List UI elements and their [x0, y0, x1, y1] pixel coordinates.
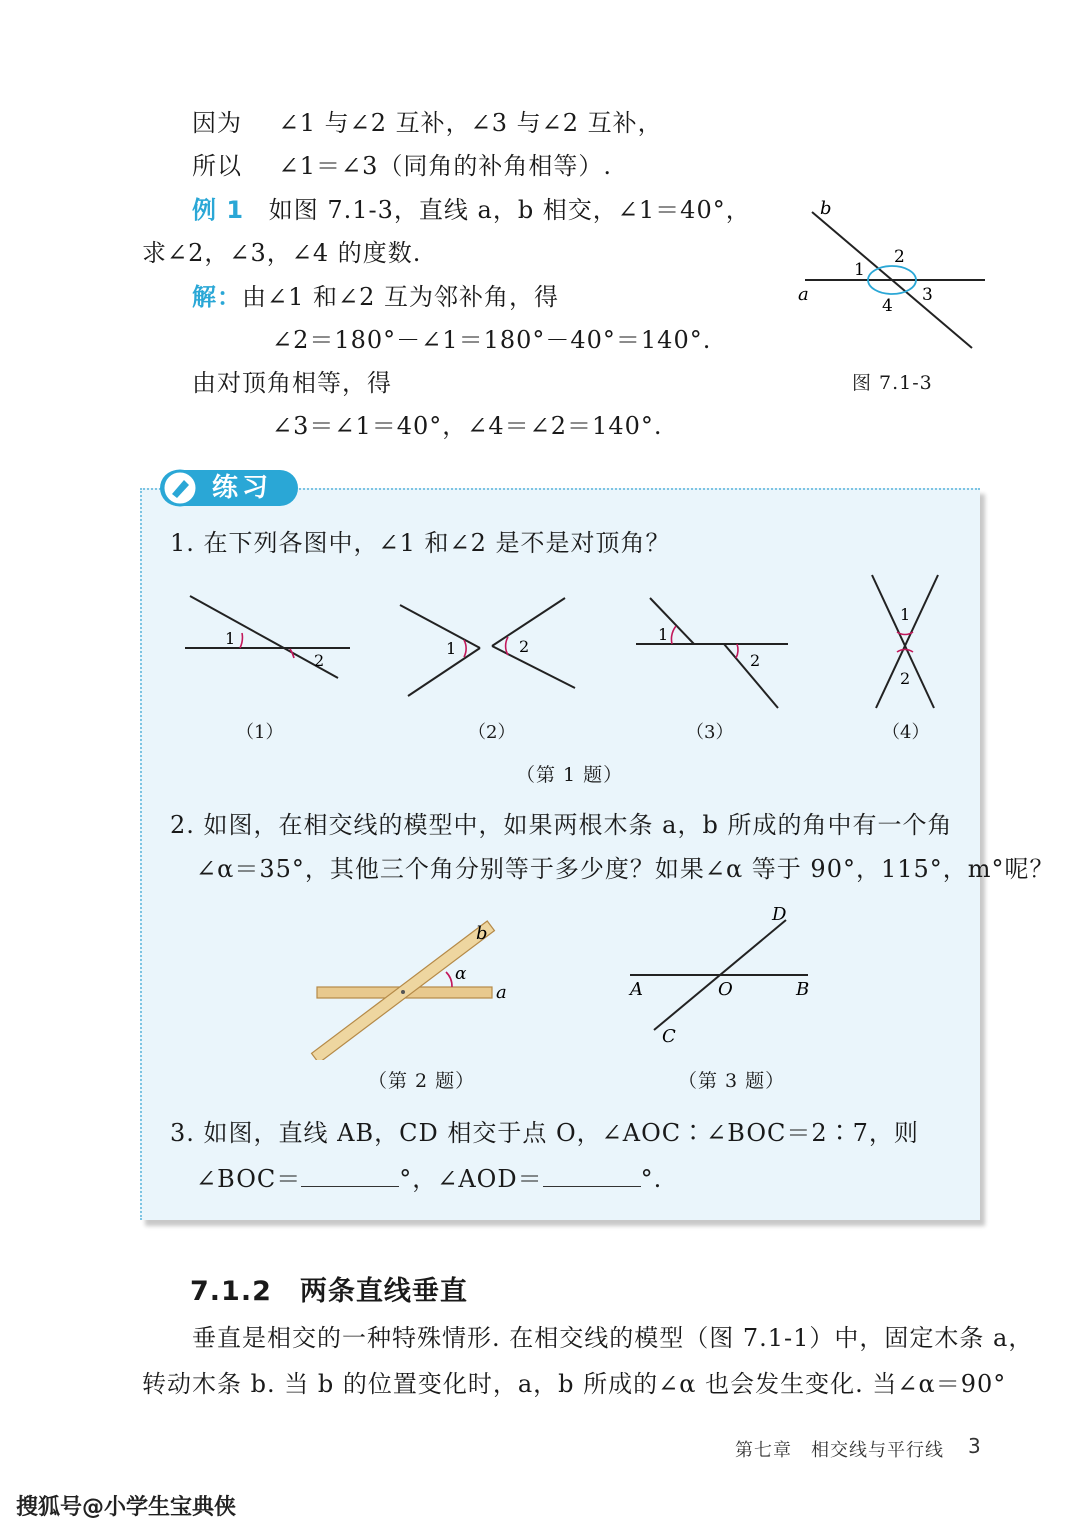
q1-fig2-label-2: 2: [519, 637, 530, 656]
proof-because-text: ∠1 与∠2 互补，∠3 与∠2 互补，: [278, 109, 663, 137]
q3-label-O: O: [718, 979, 733, 1000]
q1-sub-2: （2）: [468, 722, 516, 743]
example-text-1: 如图 7.1-3，直线 a，b 相交，∠1＝40°，: [268, 196, 751, 224]
label-a: a: [798, 284, 809, 305]
pivot-point: [401, 990, 405, 994]
proof-because: 因为: [192, 109, 242, 137]
solution-line-2: ∠2＝180°－∠1＝180°－40°＝140°.: [272, 326, 712, 354]
question-2-line-1: 2. 如图，在相交线的模型中，如果两根木条 a，b 所成的角中有一个角: [170, 811, 953, 839]
q1-fig1-label-2: 2: [314, 651, 325, 670]
q3-label-C: C: [662, 1026, 676, 1047]
q1-figure-4: [872, 575, 938, 708]
label-angle-1: 1: [854, 260, 865, 280]
question-3-line-1: 3. 如图，直线 AB，CD 相交于点 O，∠AOC∶∠BOC＝2∶7，则: [170, 1119, 919, 1147]
q2-label-alpha: α: [455, 964, 467, 984]
q1-sub-3: （3）: [686, 722, 734, 743]
q1-fig3-label-1: 1: [658, 625, 669, 644]
solution-label: 解：: [192, 283, 242, 311]
section-para-2: 转动木条 b. 当 b 的位置变化时，a，b 所成的∠α 也会发生变化. 当∠α＝90°: [142, 1370, 1007, 1398]
q3-aod-label: °，∠AOD＝: [399, 1165, 543, 1193]
q1-figures: [170, 570, 970, 750]
q1-sub-4: （4）: [882, 722, 930, 743]
solution-text-1: 由∠1 和∠2 互为邻补角，得: [242, 283, 560, 311]
proof-therefore: 所以: [192, 152, 242, 180]
q1-fig1-label-1: 1: [225, 629, 236, 648]
footer-chapter: 第七章 相交线与平行线: [735, 1440, 944, 1461]
page-number: 3: [968, 1434, 981, 1458]
q2-caption: （第 2 题）: [368, 1070, 476, 1092]
q3-boc-label: ∠BOC＝: [196, 1165, 302, 1193]
figure-7-1-3: [780, 190, 1000, 390]
q3-label-A: A: [630, 979, 643, 1000]
q3-label-B: B: [796, 979, 810, 1000]
q3-end: °.: [640, 1165, 663, 1193]
solution-line-4: ∠3＝∠1＝40°，∠4＝∠2＝140°.: [272, 412, 663, 440]
q1-fig4-label-1: 1: [900, 605, 911, 624]
q1-figure-2: [400, 598, 575, 696]
section-title: 7.1.2 两条直线垂直: [190, 1276, 468, 1307]
q2-label-b: b: [476, 923, 488, 944]
label-angle-2: 2: [894, 247, 905, 267]
proof-line-2: [192, 151, 612, 181]
proof-therefore-text: ∠1＝∠3（同角的补角相等）.: [278, 152, 613, 180]
solution-line-3: 由对顶角相等，得: [192, 369, 392, 397]
proof-line-1: [192, 108, 663, 138]
q1-figure-3: [636, 598, 788, 708]
q3-aod-blank[interactable]: [543, 1164, 641, 1187]
q3-figure: [620, 900, 840, 1050]
q2-wood-figure: [300, 915, 530, 1060]
label-angle-3: 3: [922, 285, 933, 305]
q1-fig3-label-2: 2: [750, 651, 761, 670]
q3-boc-blank[interactable]: [301, 1164, 399, 1187]
q1-sub-1: （1）: [236, 722, 284, 743]
q3-caption: （第 3 题）: [678, 1070, 786, 1092]
question-2-line-2: ∠α＝35°，其他三个角分别等于多少度？如果∠α 等于 90°，115°，m°呢？: [196, 855, 1055, 883]
q1-fig2-label-1: 1: [446, 639, 457, 658]
q1-fig4-label-2: 2: [900, 669, 911, 688]
label-angle-4: 4: [882, 296, 893, 316]
question-3-line-2: [196, 1164, 662, 1194]
practice-title: 练习: [212, 473, 273, 503]
example-label: 例 1: [192, 196, 245, 224]
solution-line-1: [192, 282, 559, 312]
example-line-1: [192, 195, 751, 225]
figure-caption: 图 7.1-3: [852, 372, 933, 394]
q1-caption: （第 1 题）: [516, 764, 624, 786]
pencil-icon: [160, 468, 202, 510]
watermark: 搜狐号@小学生宝典侠: [16, 1495, 237, 1520]
label-b: b: [820, 198, 832, 219]
example-line-2: 求∠2，∠3，∠4 的度数.: [142, 239, 422, 267]
q1-figure-1: [185, 596, 350, 678]
q3-label-D: D: [772, 904, 787, 925]
question-1: 1. 在下列各图中，∠1 和∠2 是不是对顶角？: [170, 529, 671, 557]
section-para-1: 垂直是相交的一种特殊情形. 在相交线的模型（图 7.1-1）中，固定木条 a，: [192, 1324, 1034, 1352]
q2-label-a: a: [496, 982, 507, 1003]
